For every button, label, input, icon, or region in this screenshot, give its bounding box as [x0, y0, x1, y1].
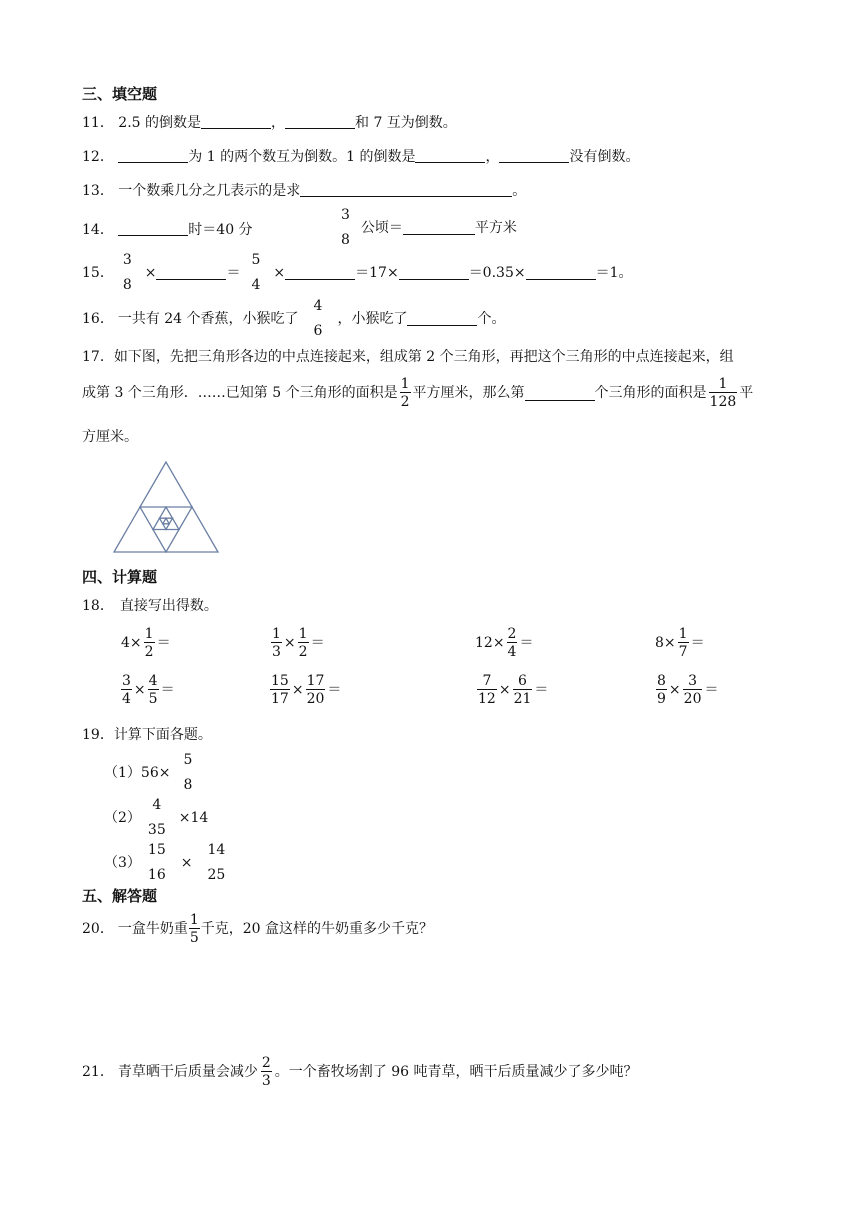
- fraction: $\frac{3}{20}$: [683, 673, 702, 707]
- calc-item-r2c1: $\frac{3}{4}$ × $\frac{4}{5}$ ＝: [122, 673, 175, 707]
- answer-blank[interactable]: [525, 386, 595, 401]
- question-20: 20． 一盒牛奶重 $\frac{1}{5}$ 千克，20 盒这样的牛奶重多少千克？: [82, 912, 434, 946]
- question-21: 21． 青草晒干后质量会减少 $\frac{2}{3}$ 。一个畜牧场割了 96 吨青草，晒干后质量减少了多少吨？: [82, 1055, 638, 1089]
- calc-item-r2c4: $\frac{8}{9}$ × $\frac{3}{20}$ ＝: [657, 673, 719, 707]
- question-number: 15．: [82, 264, 114, 281]
- calc-item-r1c3: 12× $\frac{2}{4}$ ＝: [475, 626, 534, 660]
- question-19-part-3: （3） 15 16 × 14 25: [104, 842, 226, 883]
- fraction: 5 8: [183, 752, 193, 793]
- answer-blank[interactable]: [156, 265, 226, 280]
- question-11: 11． 2.5 的倒数是 ， 和 7 互为倒数。: [82, 115, 457, 131]
- question-number: 21．: [82, 1064, 114, 1081]
- question-number: 17．: [82, 349, 114, 365]
- nested-triangles-figure: [112, 460, 220, 553]
- question-number: 20．: [82, 921, 114, 938]
- fraction: $\frac{15}{17}$: [271, 673, 289, 707]
- answer-blank[interactable]: [285, 114, 355, 129]
- section-heading-fill-blank: 三、填空题: [82, 85, 158, 103]
- fraction: $\frac{8}{9}$: [657, 673, 666, 707]
- fraction: $\frac{1}{2}$: [400, 376, 410, 410]
- answer-blank[interactable]: [407, 311, 477, 326]
- fraction: 4 35: [147, 797, 166, 838]
- fraction: $\frac{1}{128}$: [709, 376, 737, 410]
- fraction: 4 6: [313, 298, 323, 339]
- fraction: $\frac{1}{7}$: [678, 626, 688, 660]
- question-15: 15． 3 8 × ＝ 5 4 × ＝17× ＝0.35× ＝1。: [82, 252, 633, 293]
- calc-item-r2c3: $\frac{7}{12}$ × $\frac{6}{21}$ ＝: [478, 673, 549, 707]
- calc-item-r1c4: 8× $\frac{1}{7}$ ＝: [655, 626, 705, 660]
- question-17-line-3: 方厘米。: [82, 429, 138, 445]
- question-19-part-1: （1）56× 5 8: [104, 752, 193, 793]
- fraction: 3 8: [122, 252, 132, 293]
- question-14-part-a: 14． 时＝40 分: [82, 222, 253, 238]
- fraction: $\frac{2}{4}$: [507, 626, 517, 660]
- fraction: $\frac{17}{20}$: [306, 673, 325, 707]
- fraction: 5 4: [251, 252, 261, 293]
- fraction: $\frac{3}{4}$: [122, 673, 131, 707]
- fraction: $\frac{2}{3}$: [261, 1055, 271, 1089]
- question-number: 13．: [82, 183, 114, 199]
- calc-item-r1c2: $\frac{1}{3}$ × $\frac{1}{2}$ ＝: [272, 626, 325, 660]
- question-18-title: 18． 直接写出得数。: [82, 598, 218, 614]
- question-12: 12． 为 1 的两个数互为倒数。1 的倒数是 ， 没有倒数。: [82, 149, 640, 165]
- section-heading-word-problems: 五、解答题: [82, 887, 158, 905]
- answer-blank[interactable]: [415, 148, 485, 163]
- fraction: $\frac{7}{12}$: [478, 673, 496, 707]
- question-number: 19．: [82, 727, 114, 743]
- fraction: 15 16: [147, 842, 166, 883]
- calc-item-r2c2: $\frac{15}{17}$ × $\frac{17}{20}$ ＝: [271, 673, 342, 707]
- fraction: $\frac{1}{5}$: [189, 912, 199, 946]
- answer-blank[interactable]: [201, 114, 271, 129]
- fraction: $\frac{6}{21}$: [513, 673, 532, 707]
- section-heading-calculation: 四、计算题: [82, 568, 158, 586]
- answer-blank[interactable]: [499, 148, 569, 163]
- question-number: 11．: [82, 115, 114, 131]
- fraction: $\frac{1}{3}$: [272, 626, 281, 660]
- answer-blank[interactable]: [118, 221, 188, 236]
- question-16: 16． 一共有 24 个香蕉，小猴吃了 4 6 ，小猴吃了 个。: [82, 298, 506, 339]
- question-17-line-1: 17．如下图，先把三角形各边的中点连接起来，组成第 2 个三角形，再把这个三角形的中点连接起来，组: [82, 349, 734, 365]
- answer-blank[interactable]: [285, 265, 355, 280]
- answer-blank[interactable]: [300, 182, 512, 197]
- calc-item-r1c1: 4× $\frac{1}{2}$ ＝: [121, 626, 171, 660]
- answer-blank[interactable]: [399, 265, 469, 280]
- fraction: $\frac{1}{2}$: [144, 626, 154, 660]
- question-number: 18．: [82, 598, 114, 614]
- answer-blank[interactable]: [526, 265, 596, 280]
- question-19-part-2: （2） 4 35 ×14: [104, 797, 209, 838]
- question-14-part-b: 3 8 公顷＝ 平方米: [341, 207, 517, 248]
- triangle-5: [163, 518, 169, 524]
- question-number: 12．: [82, 149, 114, 165]
- fraction: 14 25: [207, 842, 226, 883]
- question-19-title: 19．计算下面各题。: [82, 727, 212, 743]
- question-13: 13． 一个数乘几分之几表示的是求 。: [82, 183, 527, 199]
- answer-blank[interactable]: [118, 148, 188, 163]
- question-number: 16．: [82, 310, 114, 327]
- fraction: $\frac{1}{2}$: [298, 626, 308, 660]
- fraction: $\frac{4}{5}$: [148, 673, 158, 707]
- question-17-line-2: 成第 3 个三角形．……已知第 5 个三角形的面积是 $\frac{1}{2}$ 平方厘米，那么第 个三角形的面积是 $\frac{1}{128}$ 平: [82, 376, 754, 410]
- question-number: 14．: [82, 222, 114, 238]
- answer-blank[interactable]: [403, 220, 475, 235]
- fraction: 3 8: [341, 207, 350, 248]
